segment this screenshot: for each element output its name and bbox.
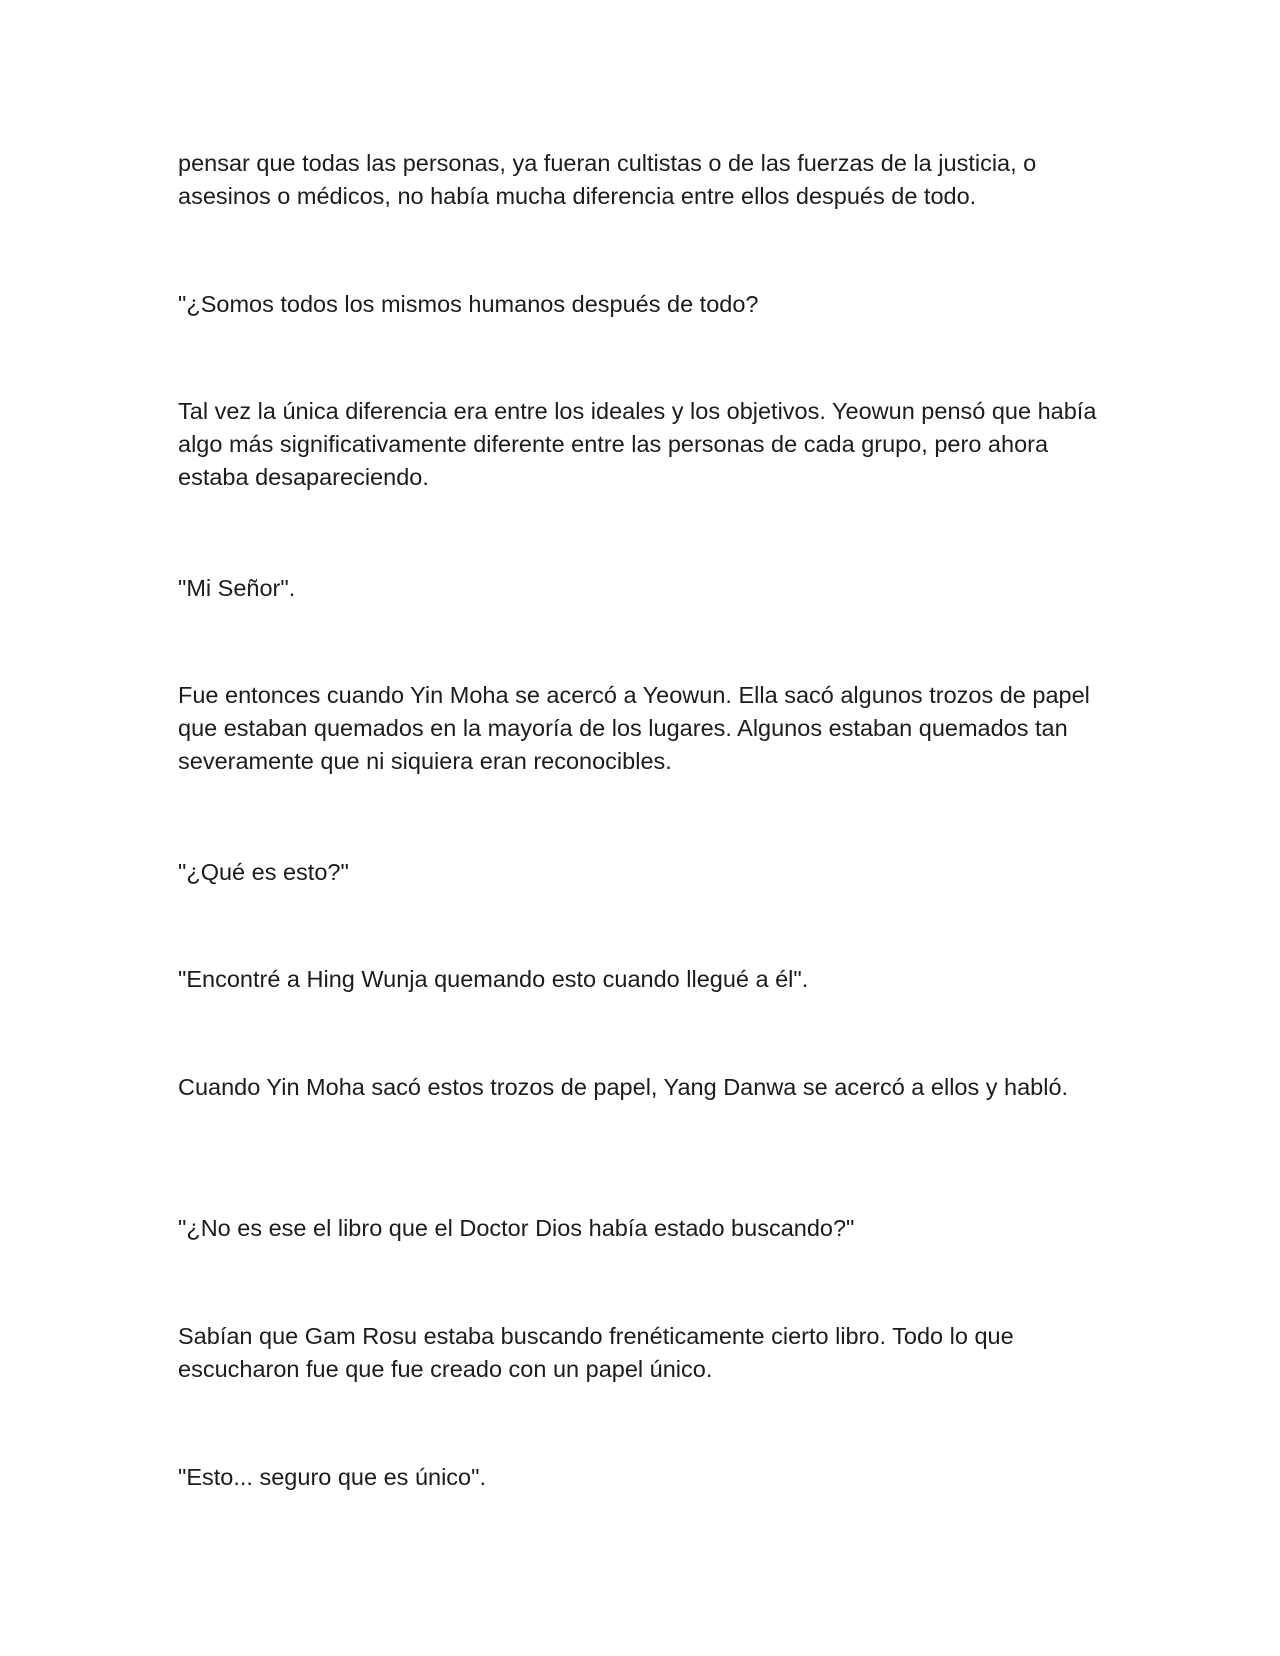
- paragraph-1: pensar que todas las personas, ya fueran cultistas o de las fuerzas de la justicia, o asesinos o médicos, no había mucha diferencia entre ellos después de todo.: [178, 150, 1037, 209]
- paragraph-8: Cuando Yin Moha sacó estos trozos de papel, Yang Danwa se acercó a ellos y habló.: [178, 1074, 1069, 1100]
- paragraph-2: "¿Somos todos los mismos humanos después de todo?: [178, 291, 759, 317]
- paragraph-11: "Esto... seguro que es único".: [178, 1464, 487, 1490]
- paragraph-5: Fue entonces cuando Yin Moha se acercó a Yeowun. Ella sacó algunos trozos de papel que estaban quemados en la mayoría de los lugares. Algunos estaban quemados tan severamente que ni siquiera eran reconocibles.: [178, 682, 1090, 774]
- paragraph-3: Tal vez la única diferencia era entre los ideales y los objetivos. Yeowun pensó que había algo más significativamente diferente entre las personas de cada grupo, pero ahora estaba desapareciendo.: [178, 398, 1097, 490]
- paragraph-9: "¿No es ese el libro que el Doctor Dios había estado buscando?": [178, 1215, 855, 1241]
- paragraph-10: Sabían que Gam Rosu estaba buscando frenéticamente cierto libro. Todo lo que escucharon fue que fue creado con un papel único.: [178, 1323, 1014, 1382]
- paragraph-4: "Mi Señor".: [178, 575, 296, 601]
- paragraph-6: "¿Qué es esto?": [178, 859, 349, 885]
- paragraph-7: "Encontré a Hing Wunja quemando esto cuando llegué a él".: [178, 966, 809, 992]
